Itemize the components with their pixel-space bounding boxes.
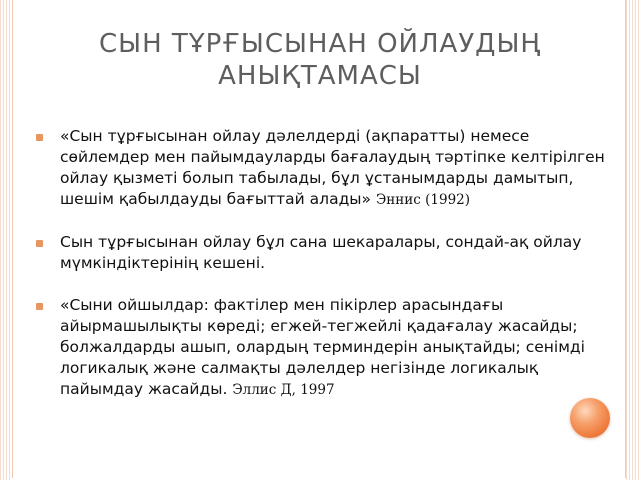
- bullet-text: «Сын тұрғысынан ойлау дәлелдерді (ақпаратты) немесе сөйлемдер мен пайымдауларды бағалаудың тәртіпке келтірілген ойлау қызметі болып табылады, бұл ұстанымдарды дамытып, шешім қабылдауды бағыттай алады»: [60, 127, 605, 208]
- right-decorative-stripe: [626, 0, 640, 480]
- bullet-citation: Эннис (1992): [375, 192, 471, 208]
- bullet-text: «Сыни ойшылдар: фактілер мен пікірлер арасындағы айырмашылықты көреді; егжей-тегжейлі қадағалау жасайды; болжалдарды ашып, олардың терминдерін анықтайды; сенімді логикалық және салмақты дәлелдер негізінде логикалық пайымдау жасайды.: [60, 296, 585, 398]
- left-decorative-stripe: [0, 0, 12, 480]
- bullet-square-icon: [36, 240, 43, 247]
- bullet-square-icon: [36, 303, 43, 310]
- bullet-item: [36, 126, 606, 211]
- bullet-item: [36, 295, 606, 401]
- decorative-orb-icon: [570, 398, 610, 438]
- slide-title: СЫН ТҰРҒЫСЫНАН ОЙЛАУДЫҢ АНЫҚТАМАСЫ: [99, 29, 541, 91]
- bullet-item: [36, 232, 606, 274]
- bullet-square-icon: [36, 134, 43, 141]
- bullet-list: [36, 126, 606, 422]
- bullet-citation: Эллис Д, 1997: [232, 382, 335, 398]
- bullet-text: Сын тұрғысынан ойлау бұл сана шекаралары, сондай-ақ ойлау мүмкіндіктерінің кешені.: [60, 233, 582, 272]
